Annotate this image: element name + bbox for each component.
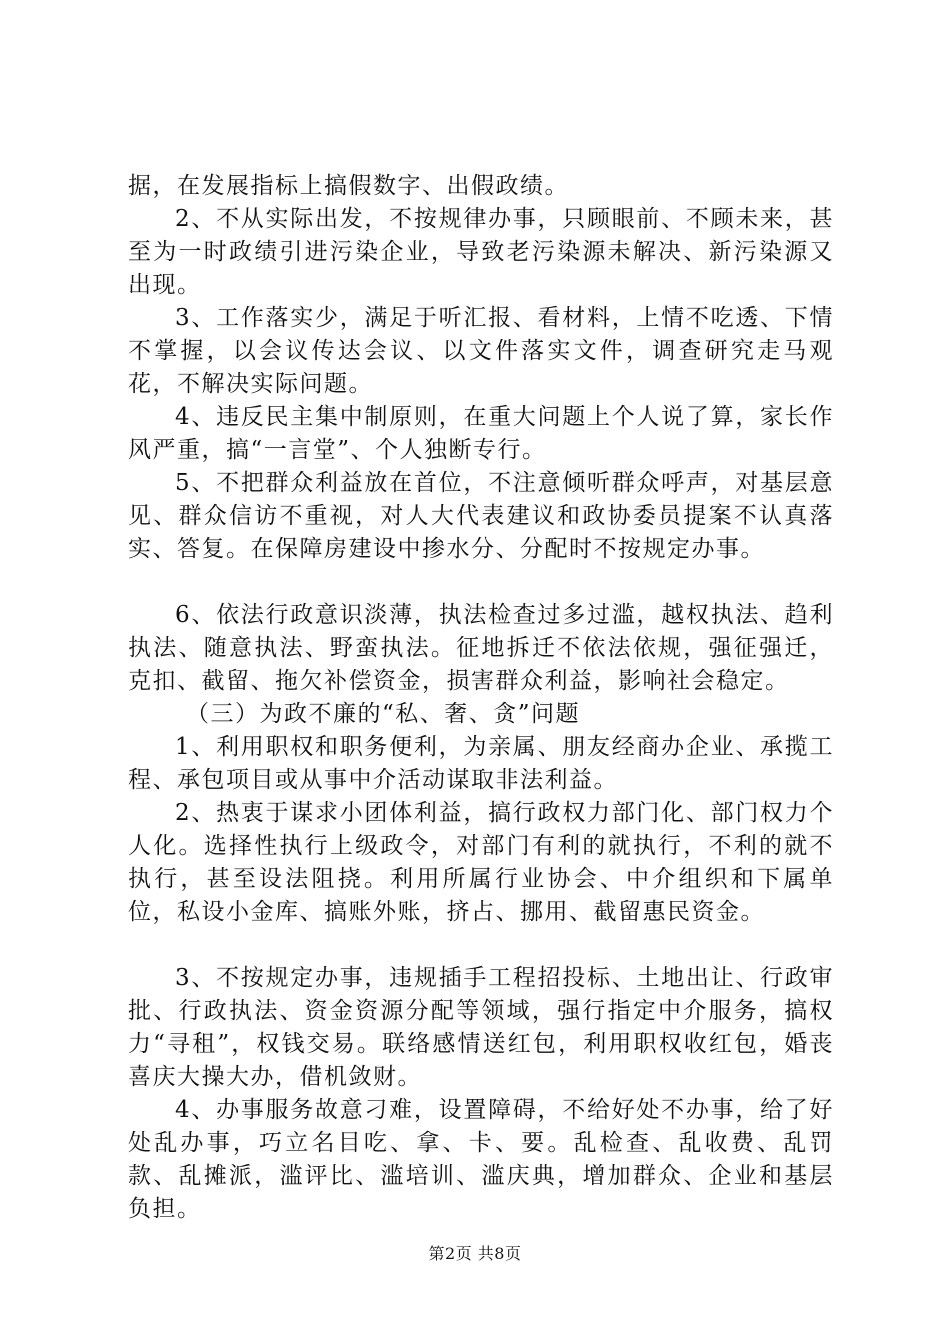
- paragraph-item-5: 5、不把群众利益放在首位，不注意倾听群众呼声，对基层意见、群众信访不重视，对人大代表建议和政协委员提案不认真落实、答复。在保障房建设中掺水分、分配时不按规定办事。: [128, 470, 834, 562]
- paragraph-section3-item-1: 1、利用职权和职务便利，为亲属、朋友经商办企业、承揽工程、承包项目或从事中介活动谋取非法利益。: [128, 734, 834, 793]
- paragraph-item-2: 2、不从实际出发，不按规律办事，只顾眼前、不顾未来，甚至为一时政绩引进污染企业，导致老污染源未解决、新污染源又出现。: [128, 206, 834, 298]
- paragraph-section3-item-2: 2、热衷于谋求小团体利益，搞行政权力部门化、部门权力个人化。选择性执行上级政令，对部门有利的就执行，不利的就不执行，甚至设法阻挠。利用所属行业协会、中介组织和下属单位，私设小金库、搞账外账，挤占、挪用、截留惠民资金。: [128, 800, 834, 925]
- paragraph-section3-item-3: 3、不按规定办事，违规插手工程招投标、土地出让、行政审批、行政执法、资金资源分配等领域，强行指定中介服务，搞权力“寻租”，权钱交易。联络感情送红包，利用职权收红包，婚丧喜庆大操大办，借机敛财。: [128, 965, 834, 1090]
- paragraph-continuation: 据，在发展指标上搞假数字、出假政绩。: [128, 173, 569, 199]
- paragraph-item-6: 6、依法行政意识淡薄，执法检查过多过滥，越权执法、趋利执法、随意执法、野蛮执法。征地拆迁不依法依规，强征强迁，克扣、截留、拖欠补偿资金，损害群众利益，影响社会稳定。: [128, 602, 834, 694]
- document-body: [128, 170, 834, 1226]
- paragraph-item-4: 4、违反民主集中制原则，在重大问题上个人说了算，家长作风严重，搞“一言堂”、个人独断专行。: [128, 404, 834, 463]
- paragraph-item-3: 3、工作落实少，满足于听汇报、看材料，上情不吃透、下情不掌握，以会议传达会议、以文件落实文件，调查研究走马观花，不解决实际问题。: [128, 305, 834, 397]
- page-number-footer: 第2页 共8页: [428, 1244, 522, 1263]
- section-heading: （三）为政不廉的“私、奢、贪”问题: [186, 701, 581, 727]
- paragraph-section3-item-4: 4、办事服务故意刁难，设置障碍，不给好处不办事，给了好处乱办事，巧立名目吃、拿、卡、要。乱检查、乱收费、乱罚款、乱摊派，滥评比、滥培训、滥庆典，增加群众、企业和基层负担。: [128, 1097, 834, 1222]
